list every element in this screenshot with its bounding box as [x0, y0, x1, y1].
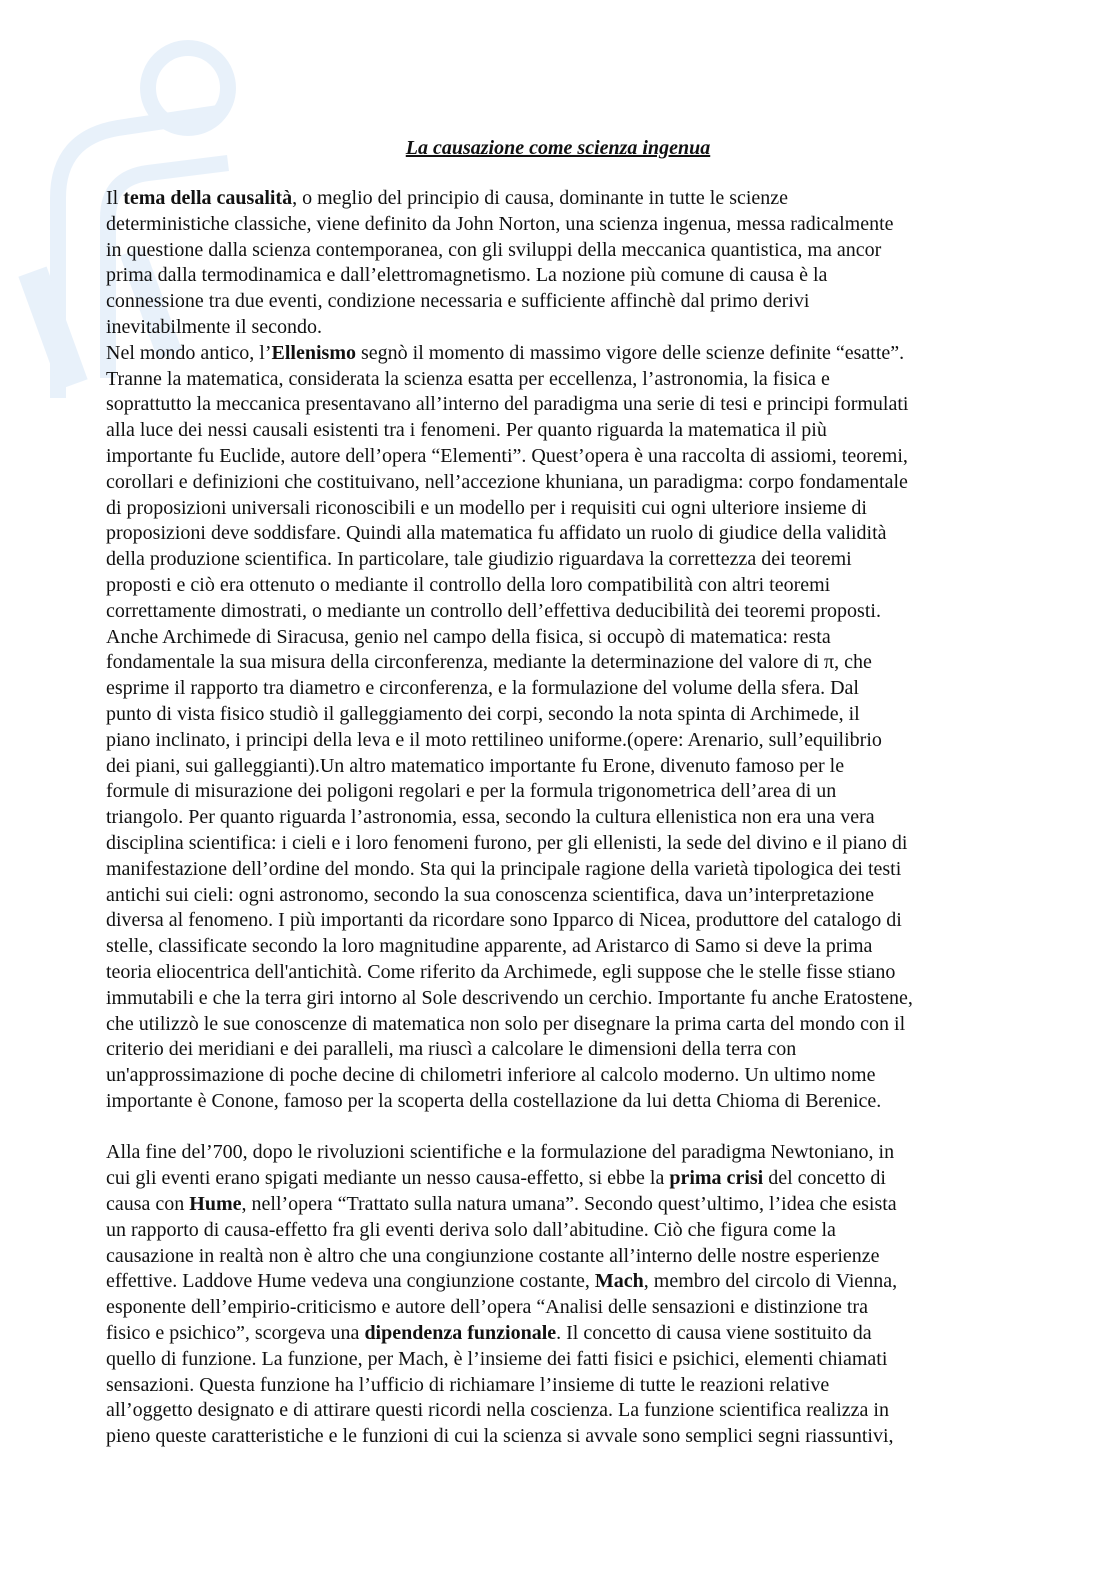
text-line	[106, 1347, 1016, 1373]
text-line	[106, 805, 1016, 831]
text-line	[106, 1321, 1016, 1347]
text-line	[106, 908, 1016, 934]
text-line	[106, 289, 1016, 315]
text-line	[106, 418, 1016, 444]
text-segment: , o meglio del principio di causa, dominante in tutte le scienze	[292, 187, 789, 209]
text-segment: antichi sui cieli: ogni astronomo, secondo la sua conoscenza scientifica, dava un’interpretazione	[106, 883, 875, 906]
text-segment: disciplina scientifica: i cieli e i loro fenomeni furono, per gli ellenisti, la sede del divino e il piano di	[106, 831, 908, 854]
text-segment: importante è Conone, famoso per la scoperta della costellazione da lui detta Chioma di Berenice.	[106, 1089, 882, 1112]
text-line	[106, 1089, 1016, 1115]
text-line	[106, 186, 1016, 212]
text-line	[106, 625, 1016, 651]
text-line	[106, 1373, 1016, 1399]
text-segment: piano inclinato, i principi della leva e il moto rettilineo uniforme.(opere: Arenario, sull’equilibrio	[106, 728, 882, 751]
text-line	[106, 521, 1016, 547]
text-segment: effettive. Laddove Hume vedeva una congiunzione costante,	[106, 1270, 595, 1293]
text-line	[106, 1166, 1016, 1192]
text-segment: un rapporto di causa-effetto fra gli eventi deriva solo dall’abitudine. Ciò che figura come la	[106, 1218, 836, 1241]
text-segment: Il	[106, 187, 124, 209]
text-segment: prima dalla termodinamica e dall’elettromagnetismo. La nozione più comune di causa è la	[106, 264, 828, 287]
text-segment: proposti e ciò era ottenuto o mediante il controllo della loro compatibilità con altri teoremi	[106, 573, 831, 596]
text-segment: della produzione scientifica. In particolare, tale giudizio riguardava la correttezza dei teoremi	[106, 548, 852, 571]
text-segment: esponente dell’empirio-criticismo e autore dell’opera “Analisi delle sensazioni e distinzione tra	[106, 1296, 868, 1319]
text-segment: che utilizzò le sue conoscenze di matematica non solo per disegnare la prima carta del mondo con il	[106, 1012, 906, 1035]
paragraph	[106, 1140, 1016, 1450]
text-segment: criterio dei meridiani e dei paralleli, ma riuscì a calcolare le dimensioni della terra con	[106, 1038, 797, 1061]
text-line	[106, 496, 1016, 522]
text-line	[106, 547, 1016, 573]
text-segment: punto di vista fisico studiò il galleggiamento dei corpi, secondo la nota spinta di Archimede, il	[106, 702, 860, 725]
text-segment: diversa al fenomeno. I più importanti da ricordare sono Ipparco di Nicea, produttore del catalogo di	[106, 909, 902, 932]
text-segment: manifestazione dell’ordine del mondo. Sta qui la principale ragione della varietà tipologica dei testi	[106, 857, 902, 880]
text-line	[106, 960, 1016, 986]
text-segment: . Il concetto di causa viene sostituito da	[556, 1322, 872, 1345]
text-line	[106, 650, 1016, 676]
text-line	[106, 857, 1016, 883]
text-segment: Alla fine del’700, dopo le rivoluzioni scientifiche e la formulazione del paradigma Newtoniano, in	[106, 1141, 895, 1164]
text-segment: stelle, classificate secondo la loro magnitudine apparente, ad Aristarco di Samo si deve la prima	[106, 935, 873, 958]
text-line	[106, 779, 1016, 805]
text-segment: soprattutto la meccanica presentavano all’interno del paradigma una serie di tesi e principi formulati	[106, 393, 909, 416]
text-line	[106, 883, 1016, 909]
text-segment: correttamente dimostrati, o mediante un controllo dell’effettiva deducibilità dei teoremi proposti.	[106, 599, 881, 622]
text-segment: un'approssimazione di poche decine di chilometri inferiore al calcolo moderno. Un ultimo nome	[106, 1064, 876, 1087]
paragraph	[106, 341, 1016, 1115]
text-segment: dei piani, sui galleggianti).Un altro matematico importante fu Erone, divenuto famoso per le	[106, 754, 845, 777]
text-line	[106, 315, 1016, 341]
bold-term: Hume	[189, 1193, 242, 1216]
text-segment: sensazioni. Questa funzione ha l’ufficio di richiamare l’insieme di tutte le reazioni relative	[106, 1373, 830, 1396]
text-segment: inevitabilmente il secondo.	[106, 315, 323, 338]
text-line	[106, 1398, 1016, 1424]
text-segment: di proposizioni universali riconoscibili e un modello per i requisiti cui ogni ulteriore insieme di	[106, 496, 867, 519]
text-segment: esprime il rapporto tra diametro e circonferenza, e la formulazione del volume della sfera. Dal	[106, 677, 859, 700]
text-segment: corollari e definizioni che costituivano, nell’accezione khuniana, un paradigma: corpo fondamentale	[106, 470, 908, 493]
text-segment: quello di funzione. La funzione, per Mach, è l’insieme dei fatti fisici e psichici, elementi chiamati	[106, 1347, 888, 1370]
text-segment: importante fu Euclide, autore dell’opera “Elementi”. Quest’opera è una raccolta di assiomi, teoremi,	[106, 444, 908, 467]
text-line	[106, 754, 1016, 780]
paragraph	[106, 186, 1016, 341]
text-segment: deterministiche classiche, viene definito da John Norton, una scienza ingenua, messa radicalmente	[106, 212, 894, 235]
text-segment: all’oggetto designato e di attirare questi ricordi nella coscienza. La funzione scientifica realizza in	[106, 1399, 889, 1422]
text-line	[106, 1295, 1016, 1321]
text-line	[106, 1244, 1016, 1270]
text-line	[106, 831, 1016, 857]
document-title: La causazione come scienza ingenua	[405, 137, 711, 159]
text-line	[106, 341, 1016, 367]
text-line	[106, 1140, 1016, 1166]
text-segment: , membro del circolo di Vienna,	[643, 1270, 898, 1293]
text-line	[106, 1192, 1016, 1218]
text-segment: del concetto di	[763, 1167, 886, 1190]
text-line	[106, 367, 1016, 393]
text-segment: fondamentale la sua misura della circonferenza, mediante la determinazione del valore di π, che	[106, 651, 872, 674]
bold-term: prima crisi	[669, 1167, 764, 1190]
text-segment: immutabili e che la terra giri intorno al Sole descrivendo un cerchio. Importante fu anche Eratostene,	[106, 986, 913, 1009]
text-segment: causazione in realtà non è altro che una congiunzione costante all’interno delle nostre esperienze	[106, 1244, 880, 1267]
text-line	[106, 934, 1016, 960]
text-line	[106, 1424, 1016, 1450]
text-line	[106, 986, 1016, 1012]
text-line	[106, 470, 1016, 496]
text-line	[106, 444, 1016, 470]
bold-term: Mach	[594, 1270, 644, 1293]
text-line	[106, 1269, 1016, 1295]
text-line	[106, 676, 1016, 702]
text-line	[106, 1037, 1016, 1063]
text-line	[106, 728, 1016, 754]
text-segment: cui gli eventi erano spigati mediante un nesso causa-effetto, si ebbe la	[106, 1167, 670, 1190]
text-line	[106, 238, 1016, 264]
bold-term: tema della causalità	[123, 187, 293, 209]
bold-term: Ellenismo	[271, 341, 356, 364]
text-line	[106, 1063, 1016, 1089]
text-segment: Anche Archimede di Siracusa, genio nel campo della fisica, si occupò di matematica: resta	[106, 625, 831, 648]
text-line	[106, 573, 1016, 599]
text-line	[106, 212, 1016, 238]
text-segment: proposizioni deve soddisfare. Quindi alla matematica fu affidato un ruolo di giudice della validità	[106, 522, 887, 545]
text-segment: formule di misurazione dei poligoni regolari e per la formula trigonometrica dell’area di un	[106, 780, 837, 803]
text-segment: Tranne la matematica, considerata la scienza esatta per eccellenza, l’astronomia, la fisica e	[106, 367, 830, 390]
text-segment: segnò il momento di massimo vigore delle scienze definite “esatte”.	[355, 341, 905, 364]
text-segment: connessione tra due eventi, condizione necessaria e sufficiente affinchè dal primo derivi	[106, 290, 810, 313]
bold-term: dipendenza funzionale	[364, 1322, 557, 1345]
text-segment: Nel mondo antico, l’	[106, 341, 272, 364]
text-segment: triangolo. Per quanto riguarda l’astronomia, essa, secondo la cultura ellenistica non era una vera	[106, 806, 875, 829]
text-segment: , nell’opera “Trattato sulla natura umana”. Secondo quest’ultimo, l’idea che esista	[241, 1193, 897, 1216]
text-segment: causa con	[106, 1193, 190, 1216]
text-segment: pieno queste caratteristiche e le funzioni di cui la scienza si avvale sono semplici segni riassuntivi,	[106, 1425, 894, 1448]
text-line	[106, 1012, 1016, 1038]
text-segment: fisico e psichico”, scorgeva una	[106, 1322, 365, 1345]
text-segment: alla luce dei nessi causali esistenti tra i fenomeni. Per quanto riguarda la matematica il più	[106, 419, 827, 442]
text-line	[106, 599, 1016, 625]
text-segment: in questione dalla scienza contemporanea, con gli sviluppi della meccanica quantistica, ma ancor	[106, 238, 882, 261]
text-line	[106, 392, 1016, 418]
text-line	[106, 702, 1016, 728]
text-line	[106, 263, 1016, 289]
text-segment: teoria eliocentrica dell'antichità. Come riferito da Archimede, egli suppose che le stelle fisse stiano	[106, 960, 896, 983]
document-body	[106, 186, 1016, 1450]
text-line	[106, 1218, 1016, 1244]
